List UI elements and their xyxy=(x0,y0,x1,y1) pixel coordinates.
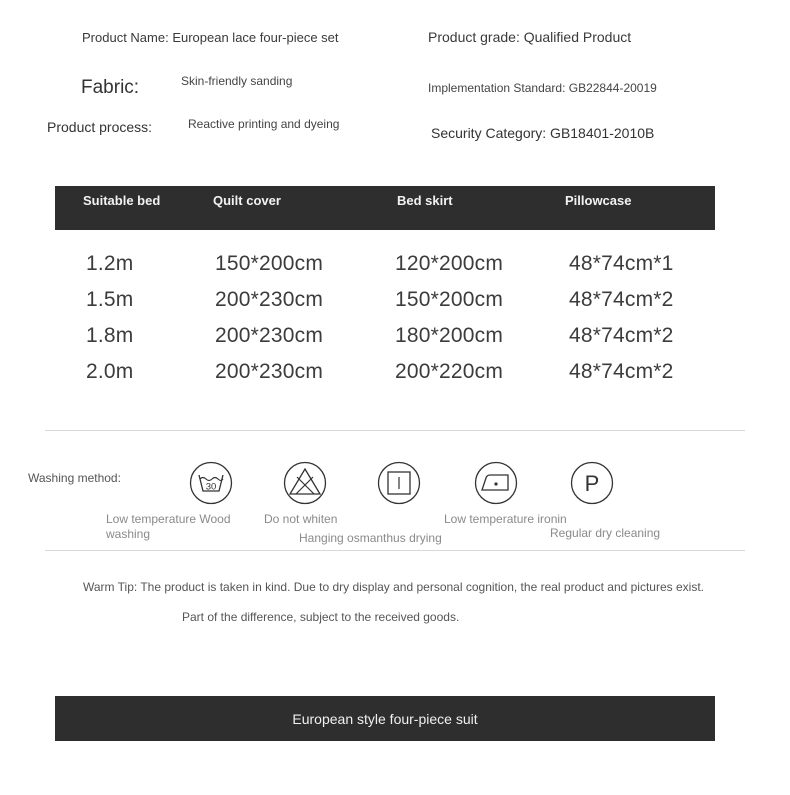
cell-pillowcase: 48*74cm*1 xyxy=(569,252,674,275)
wash-30-icon xyxy=(189,461,233,505)
product-name: Product Name: European lace four-piece set xyxy=(82,30,339,45)
fabric-value: Skin-friendly sanding xyxy=(181,74,293,88)
wash-label-line2: washing xyxy=(106,527,151,541)
cell-pillowcase: 48*74cm*2 xyxy=(569,360,674,383)
divider-top xyxy=(45,430,745,431)
low-iron-icon xyxy=(474,461,518,505)
wash-label-line1: Low temperature Wood xyxy=(106,512,231,526)
hang-dry-label: Hanging osmanthus drying xyxy=(299,531,442,545)
footer-banner-text: European style four-piece suit xyxy=(292,710,478,727)
cell-bed-size: 1.5m xyxy=(86,288,134,311)
process-value: Reactive printing and dyeing xyxy=(188,117,340,131)
cell-quilt-cover: 150*200cm xyxy=(215,252,324,275)
cell-quilt-cover: 200*230cm xyxy=(215,324,324,347)
footer-banner xyxy=(55,696,715,741)
cell-bed-skirt: 200*220cm xyxy=(395,360,504,383)
divider-bottom xyxy=(45,550,745,551)
header-pillowcase: Pillowcase xyxy=(565,193,632,208)
cell-bed-skirt: 150*200cm xyxy=(395,288,504,311)
dry-clean-letter: P xyxy=(584,471,600,496)
spec-table-header xyxy=(55,186,715,230)
dry-clean-icon xyxy=(570,461,614,505)
cell-bed-size: 1.8m xyxy=(86,324,134,347)
table-row xyxy=(0,252,790,282)
no-bleach-icon xyxy=(283,461,327,505)
low-iron-label: Low temperature ironin xyxy=(444,512,567,526)
wash-temp-label: 30 xyxy=(205,481,217,493)
cell-quilt-cover: 200*230cm xyxy=(215,288,324,311)
product-grade: Product grade: Qualified Product xyxy=(428,29,632,45)
header-bed-skirt: Bed skirt xyxy=(397,193,453,208)
cell-pillowcase: 48*74cm*2 xyxy=(569,288,674,311)
cell-bed-size: 1.2m xyxy=(86,252,134,275)
cell-bed-skirt: 180*200cm xyxy=(395,324,504,347)
security-category: Security Category: GB18401-2010B xyxy=(431,125,655,141)
header-quilt-cover: Quilt cover xyxy=(213,193,281,208)
no-whiten-label: Do not whiten xyxy=(264,512,338,526)
cell-bed-size: 2.0m xyxy=(86,360,134,383)
process-label: Product process: xyxy=(47,119,153,135)
cell-pillowcase: 48*74cm*2 xyxy=(569,324,674,347)
cell-quilt-cover: 200*230cm xyxy=(215,360,324,383)
table-row xyxy=(0,324,790,354)
fabric-label: Fabric: xyxy=(81,77,140,98)
hang-dry-icon xyxy=(377,461,421,505)
header-suitable-bed: Suitable bed xyxy=(83,193,161,208)
washing-method-title: Washing method: xyxy=(28,471,121,485)
warm-tip-line2: Part of the difference, subject to the received goods. xyxy=(182,610,460,624)
table-row xyxy=(0,360,790,390)
cell-bed-skirt: 120*200cm xyxy=(395,252,504,275)
implementation-standard: Implementation Standard: GB22844-20019 xyxy=(428,81,657,95)
table-row xyxy=(0,288,790,318)
warm-tip-line1: Warm Tip: The product is taken in kind. Due to dry display and personal cognition, the real product and pictures exist. xyxy=(83,580,704,594)
dry-clean-label: Regular dry cleaning xyxy=(550,526,661,540)
